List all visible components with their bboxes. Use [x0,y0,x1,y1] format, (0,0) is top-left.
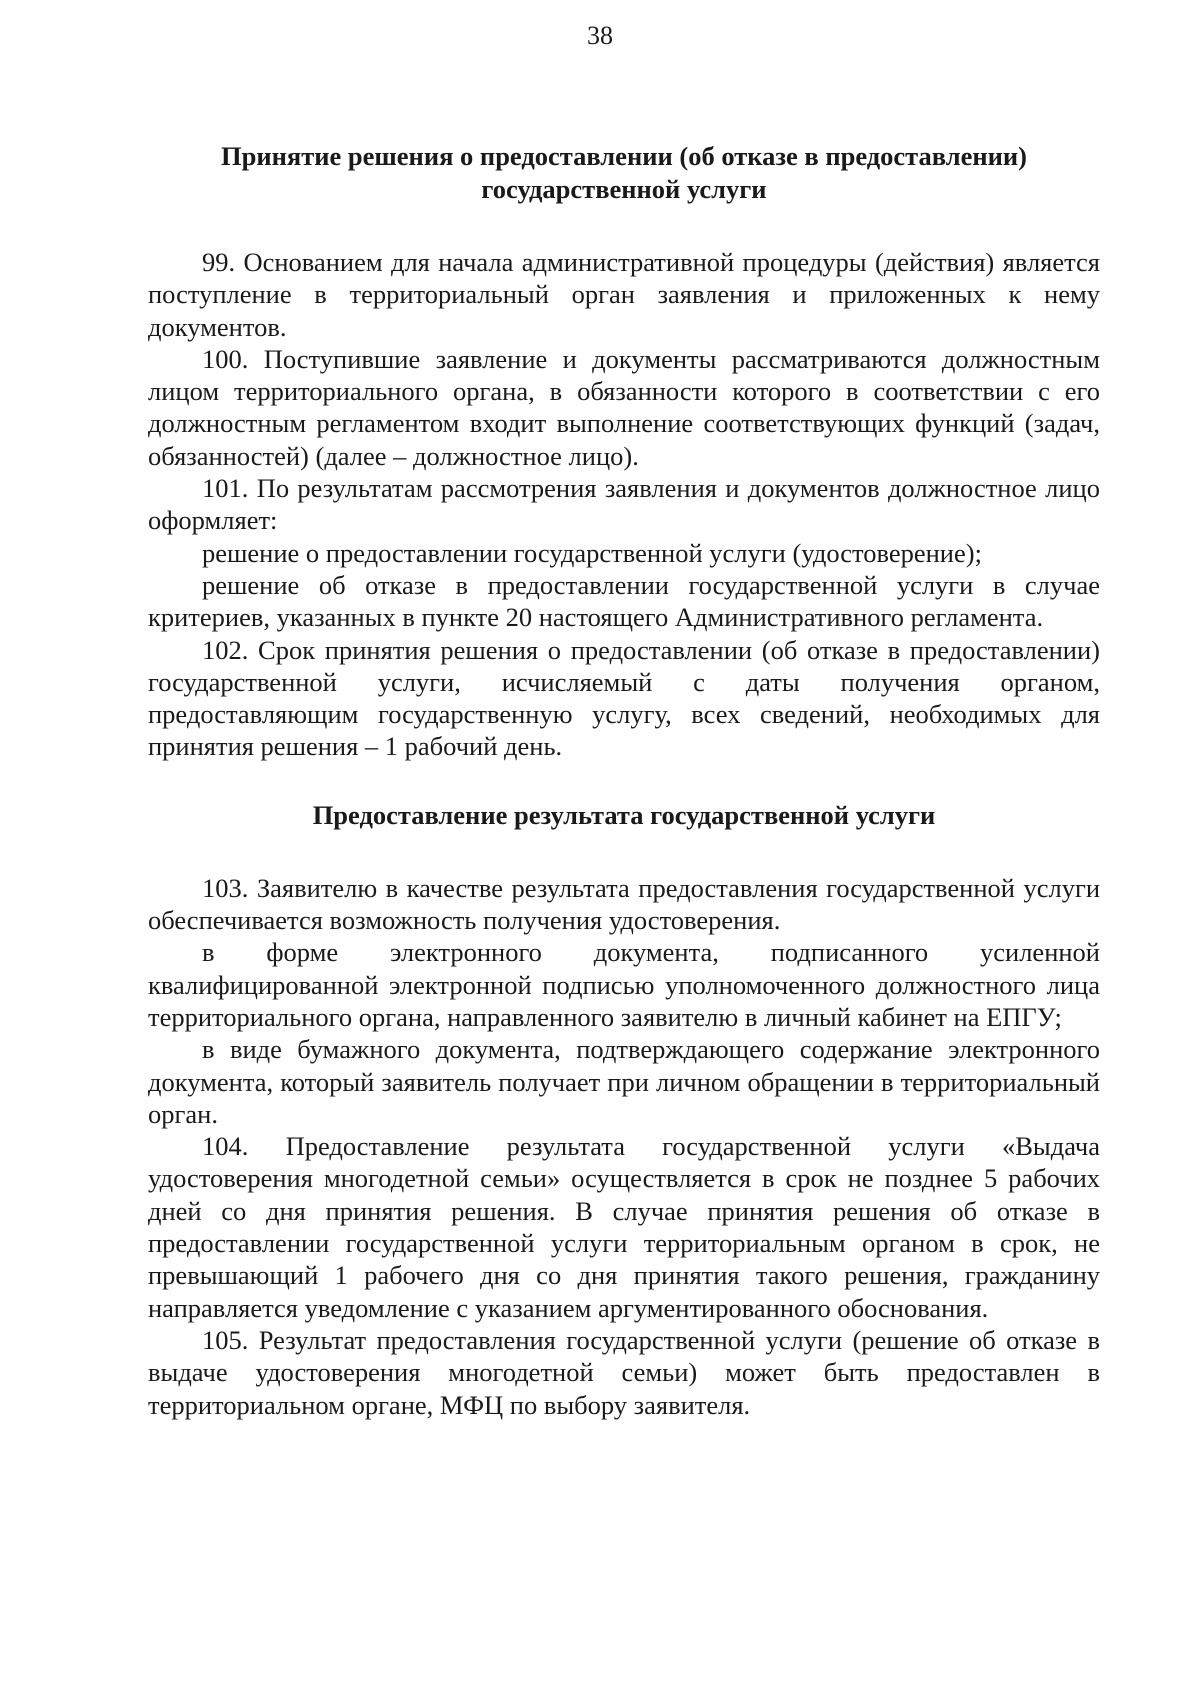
paragraph-103: 103. Заявителю в качестве результата предоставления государственной услуги обеспечивается возможность получения удостоверения. [148,872,1100,936]
paragraph-101: 101. По результатам рассмотрения заявления и документов должностное лицо оформляет: [148,473,1100,536]
paragraph-105: 105. Результат предоставления государственной услуги (решение об отказе в выдаче удостоверения многодетной семьи) может быть предоставлен в территориальном органе, МФЦ по выбору заявителя. [148,1324,1100,1420]
section-heading-decision: Принятие решения о предоставлении (об отказе в предоставлении) государственной услуги [221,141,1027,204]
paragraph-103-item-paper: в виде бумажного документа, подтверждающего содержание электронного документа, который заявитель получает при личном обращении в территориальный орган. [148,1034,1100,1129]
paragraph-100: 100. Поступившие заявление и документы рассматриваются должностным лицом территориального органа, в обязанности которого в соответствии с его должностным регламентом входит выполнение соответствующих функций (задач, обязанностей) (далее – должностное лицо). [148,343,1100,471]
paragraph-99: 99. Основанием для начала административной процедуры (действия) является поступление в территориальный орган заявления и приложенных к нему документов. [148,247,1100,342]
section-heading-result: Предоставление результата государственной услуги [312,799,936,830]
paragraph-101-item-refusal: решение об отказе в предоставлении государственной услуги в случае критериев, указанных в пункте 20 настоящего Административного регламента. [148,569,1100,633]
paragraph-104: 104. Предоставление результата государственной услуги «Выдача удостоверения многодетной семьи» осуществляется в срок не позднее 5 рабочих дней со дня принятия решения. В случае принятия решения об отказе в предоставлении государственной услуги территориальным органом в срок, не превышающий 1 рабочего дня со дня принятия такого решения, гражданину направляется уведомление с указанием аргументированного обоснования. [148,1131,1100,1323]
page-number: 38 [587,21,613,50]
paragraph-101-item-approval: решение о предоставлении государственной услуги (удостоверение); [202,537,982,568]
document-body [148,140,1100,1421]
paragraph-103-item-electronic: в форме электронного документа, подписанного усиленной квалифицированной электронной подписью уполномоченного должностного лица территориального органа, направленного заявителю в личный кабинет на ЕПГУ; [148,937,1100,1032]
paragraph-102: 102. Срок принятия решения о предоставлении (об отказе в предоставлении) государственной услуги, исчисляемый с даты получения органом, предоставляющим государственную услугу, всех сведений, необходимых для принятия решения – 1 рабочий день. [148,634,1100,762]
